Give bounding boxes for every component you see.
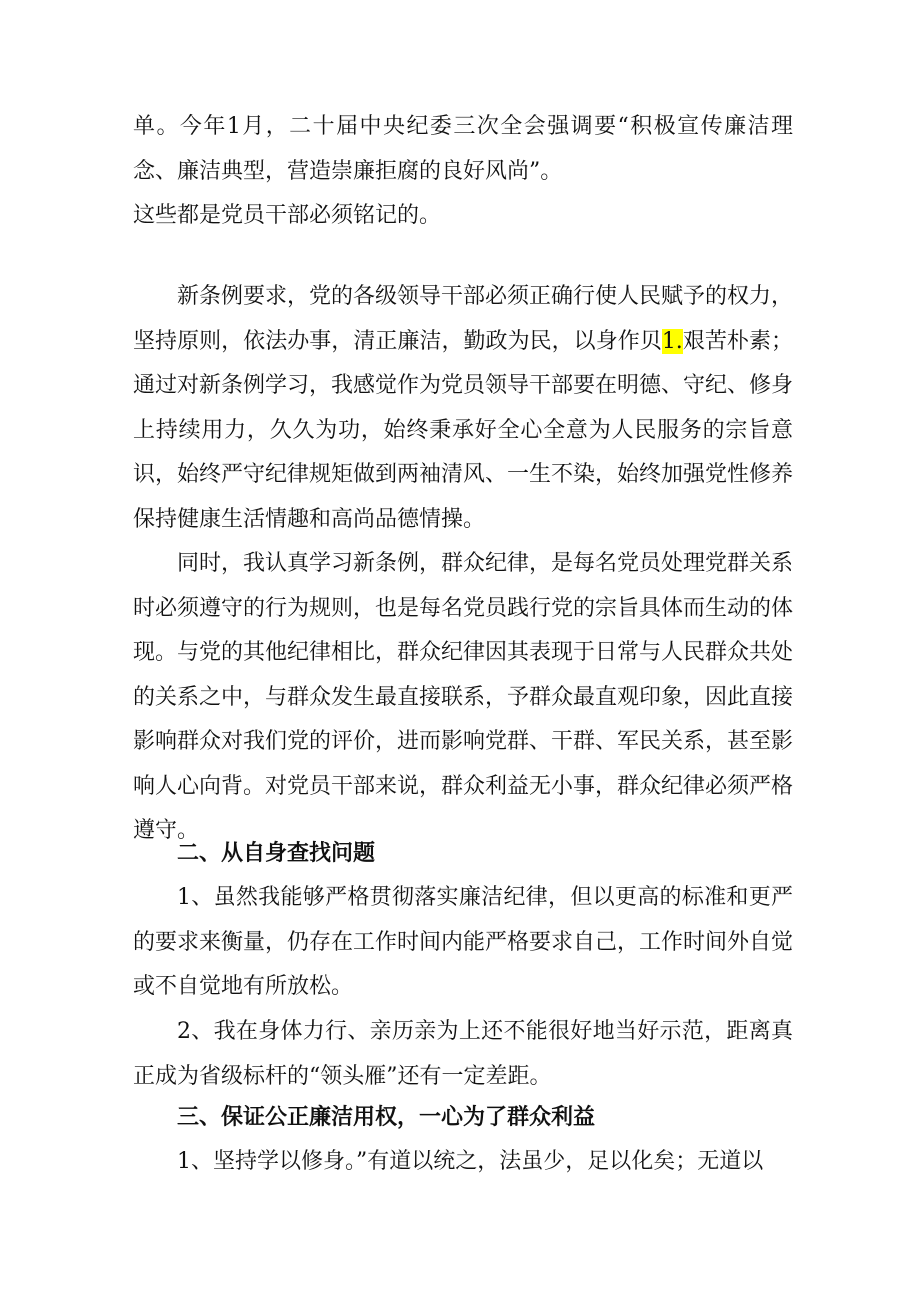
paragraph-new-regulation-text-a: 新条例要求，党的各级领导干部必须正确行使人民赋予的权力，坚持原则，依法办事，清正廉洁，勤政为民，以身作贝 <box>133 284 794 354</box>
paragraph-issue-1: 1、虽然我能够严格贯彻落实廉洁纪律，但以更高的标准和更严的要求来衡量，仍存在工作时间内能严格要求自己，工作时间外自觉或不自觉地有所放松。 <box>133 885 794 999</box>
highlight-mark: 1. <box>661 328 683 354</box>
paragraph-study: 1、坚持学以修身。”有道以统之，法虽少，足以化矣；无道以 <box>177 1149 764 1174</box>
paragraph-remember: 这些都是党员干部必须铭记的。 <box>133 203 442 228</box>
paragraph-new-regulation-text-b: 艰苦朴素；通过对新条例学习，我感觉作为党员领导干部要在明德、守纪、修身上持续用力，久久为功，始终秉承好全心全意为人民服务的宗旨意识，始终严守纪律规矩做到两袖清风、一生不染，始终加强党性修养保持健康生活情趣和高尚品德情操。 <box>133 328 794 532</box>
section-heading-2: 二、从自身查找问题 <box>177 841 376 866</box>
section-heading-3: 三、保证公正廉洁用权，一心为了群众利益 <box>177 1105 596 1130</box>
paragraph-new-regulation <box>133 275 793 542</box>
paragraph-mass-discipline: 同时，我认真学习新条例，群众纪律，是每名党员处理党群关系时必须遵守的行为规则，也是每名党员践行党的宗旨具体而生动的体现。与党的其他纪律相比，群众纪律因其表现于日常与人民群众共处的关系之中，与群众发生最直接联系，予群众最直观印象，因此直接影响群众对我们党的评价，进而影响党群、干群、军民关系，甚至影响人心向背。对党员干部来说，群众利益无小事，群众纪律必须严格遵守。 <box>133 551 794 843</box>
paragraph-intro: 单。今年1月，二十届中央纪委三次全会强调要“积极宣传廉洁理念、廉洁典型，营造崇廉拒腐的良好风尚”。 <box>133 114 793 184</box>
paragraph-issue-2: 2、我在身体力行、亲历亲为上还不能很好地当好示范，距离真正成为省级标杆的“领头雁”还有一定差距。 <box>133 1019 793 1089</box>
